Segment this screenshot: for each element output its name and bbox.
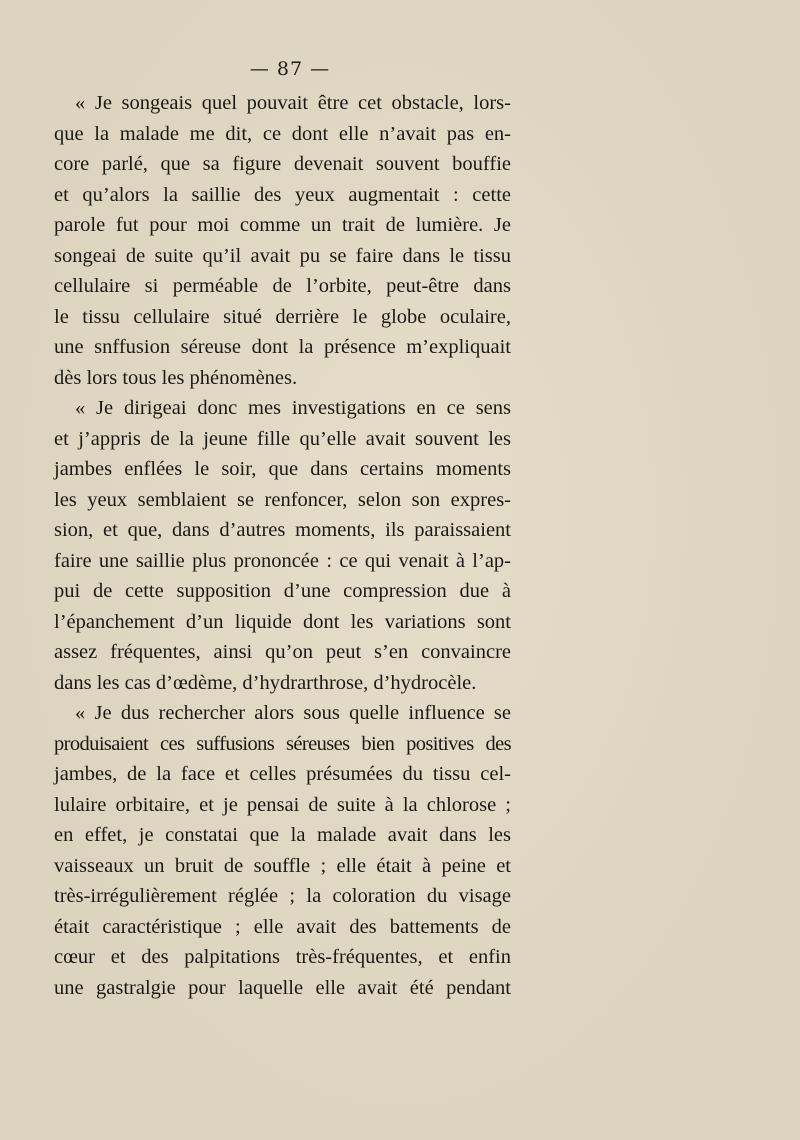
- text-line: et j’appris de la jeune fille qu’elle avait souvent les: [54, 427, 511, 450]
- text-line: vaisseaux un bruit de souffle ; elle était à peine et: [54, 854, 511, 877]
- text-line: « Je dirigeai donc mes investigations en ce sens: [75, 397, 511, 419]
- page-number: — 87 —: [249, 58, 331, 80]
- text-line: que la malade me dit, ce dont elle n’avait pas en-: [54, 122, 511, 145]
- text-line: dès lors tous les phénomènes.: [54, 366, 298, 389]
- text-line: songeai de suite qu’il avait pu se faire dans le tissu: [54, 244, 511, 267]
- text-line: lulaire orbitaire, et je pensai de suite à la chlorose ;: [54, 793, 511, 816]
- text-line: dans les cas d’œdème, d’hydrarthrose, d’hydrocèle.: [54, 671, 477, 694]
- text-line: cœur et des palpitations très-fréquentes, et enfin: [54, 946, 511, 968]
- text-line: le tissu cellulaire situé derrière le globe oculaire,: [54, 305, 511, 328]
- text-line: faire une saillie plus prononcée : ce qui venait à l’ap-: [54, 549, 511, 572]
- text-line: très-irrégulièrement réglée ; la coloration du visage: [54, 885, 511, 907]
- text-line: pui de cette supposition d’une compression due à: [54, 580, 511, 602]
- text-line: était caractéristique ; elle avait des battements de: [54, 915, 511, 938]
- text-line: en effet, je constatai que la malade avait dans les: [54, 824, 511, 846]
- text-line: jambes enflées le soir, que dans certains moments: [54, 458, 511, 480]
- text-line: « Je songeais quel pouvait être cet obstacle, lors-: [75, 92, 511, 114]
- text-line: parole fut pour moi comme un trait de lumière. Je: [54, 214, 511, 236]
- text-line: l’épanchement d’un liquide dont les variations sont: [54, 610, 511, 633]
- text-line: jambes, de la face et celles présumées du tissu cel-: [54, 763, 511, 785]
- text-line: core parlé, que sa figure devenait souvent bouffie: [54, 153, 511, 175]
- text-line: sion, et que, dans d’autres moments, ils paraissaient: [54, 519, 511, 541]
- text-line: une snffusion séreuse dont la présence m’expliquait: [54, 336, 511, 358]
- text-line: assez fréquentes, ainsi qu’on peut s’en convaincre: [54, 641, 511, 663]
- text-line: « Je dus rechercher alors sous quelle influence se: [75, 702, 511, 724]
- text-line: une gastralgie pour laquelle elle avait été pendant: [54, 976, 511, 999]
- text-line: et qu’alors la saillie des yeux augmentait : cette: [54, 183, 511, 206]
- text-line: produisaient ces suffusions séreuses bien positives des: [54, 732, 511, 755]
- text-line: cellulaire si perméable de l’orbite, peut-être dans: [54, 275, 511, 297]
- body-text: [54, 88, 511, 1003]
- text-line: les yeux semblaient se renfoncer, selon son expres-: [54, 488, 511, 511]
